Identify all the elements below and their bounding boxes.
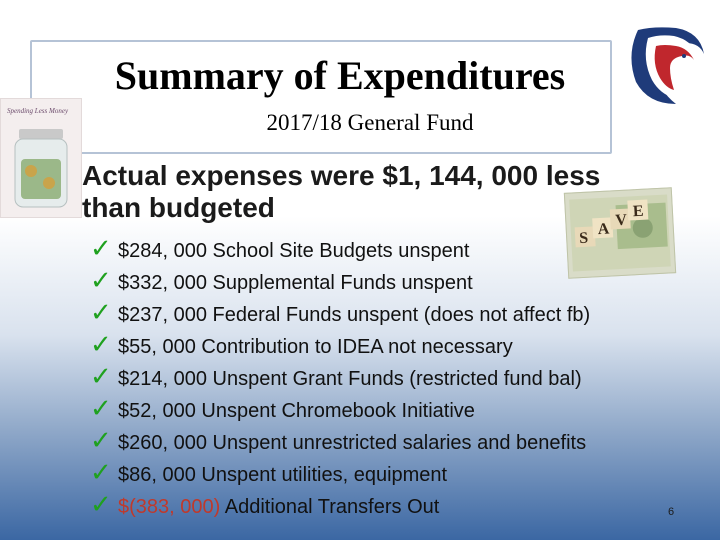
item-text: Unspent utilities, equipment: [195, 464, 448, 486]
main-statement: [82, 160, 682, 224]
save-letter: S: [578, 229, 589, 248]
list-item: [90, 457, 590, 489]
jar-caption: Spending Less Money: [7, 107, 69, 115]
item-amount: $86, 000: [118, 464, 196, 486]
item-amount: $332, 000: [118, 272, 207, 294]
slide-subtitle: 2017/18 General Fund: [266, 110, 474, 135]
item-text: Unspent Grant Funds (restricted fund bal): [206, 368, 582, 390]
slide-title: Summary of Expenditures: [114, 53, 566, 98]
item-text: School Site Budgets unspent: [206, 240, 470, 262]
list-item: [90, 329, 590, 361]
item-text: Contribution to IDEA not necessary: [195, 336, 513, 358]
item-text: Unspent Chromebook Initiative: [195, 400, 475, 422]
list-item: [90, 361, 590, 393]
item-amount: $55, 000: [118, 336, 196, 358]
checkmark-icon: ✓: [90, 330, 112, 360]
main-statement-line2: than budgeted: [82, 192, 275, 223]
page-number: 6: [668, 506, 675, 518]
save-letter: A: [597, 220, 610, 239]
checkmark-icon: ✓: [90, 490, 112, 520]
money-jar-image: [0, 98, 82, 218]
list-item: [90, 233, 590, 265]
eagle-logo-icon: [618, 20, 708, 110]
list-item: [90, 393, 590, 425]
item-amount: $52, 000: [118, 400, 196, 422]
item-text: Supplemental Funds unspent: [206, 272, 473, 294]
checkmark-icon: ✓: [90, 426, 112, 456]
main-statement-line1: Actual expenses were $1, 144, 000 less: [82, 160, 601, 191]
save-letter: E: [632, 202, 645, 221]
item-amount: $237, 000: [118, 304, 207, 326]
item-amount: $284, 000: [118, 240, 207, 262]
expenditure-list: [90, 233, 590, 521]
item-text: Unspent unrestricted salaries and benefits: [206, 432, 587, 454]
list-item: [90, 489, 590, 521]
checkmark-icon: ✓: [90, 362, 112, 392]
checkmark-icon: ✓: [90, 266, 112, 296]
checkmark-icon: ✓: [90, 298, 112, 328]
item-text: Federal Funds unspent (does not affect fb): [206, 304, 591, 326]
save-letter: V: [614, 211, 628, 230]
list-item: [90, 425, 590, 457]
item-amount: $214, 000: [118, 368, 207, 390]
checkmark-icon: ✓: [90, 234, 112, 264]
item-text: Additional Transfers Out: [220, 496, 440, 518]
list-item: [90, 297, 590, 329]
checkmark-icon: ✓: [90, 394, 112, 424]
item-amount: $260, 000: [118, 432, 207, 454]
list-item: [90, 265, 590, 297]
checkmark-icon: ✓: [90, 458, 112, 488]
item-amount: $(383, 000): [118, 496, 221, 518]
